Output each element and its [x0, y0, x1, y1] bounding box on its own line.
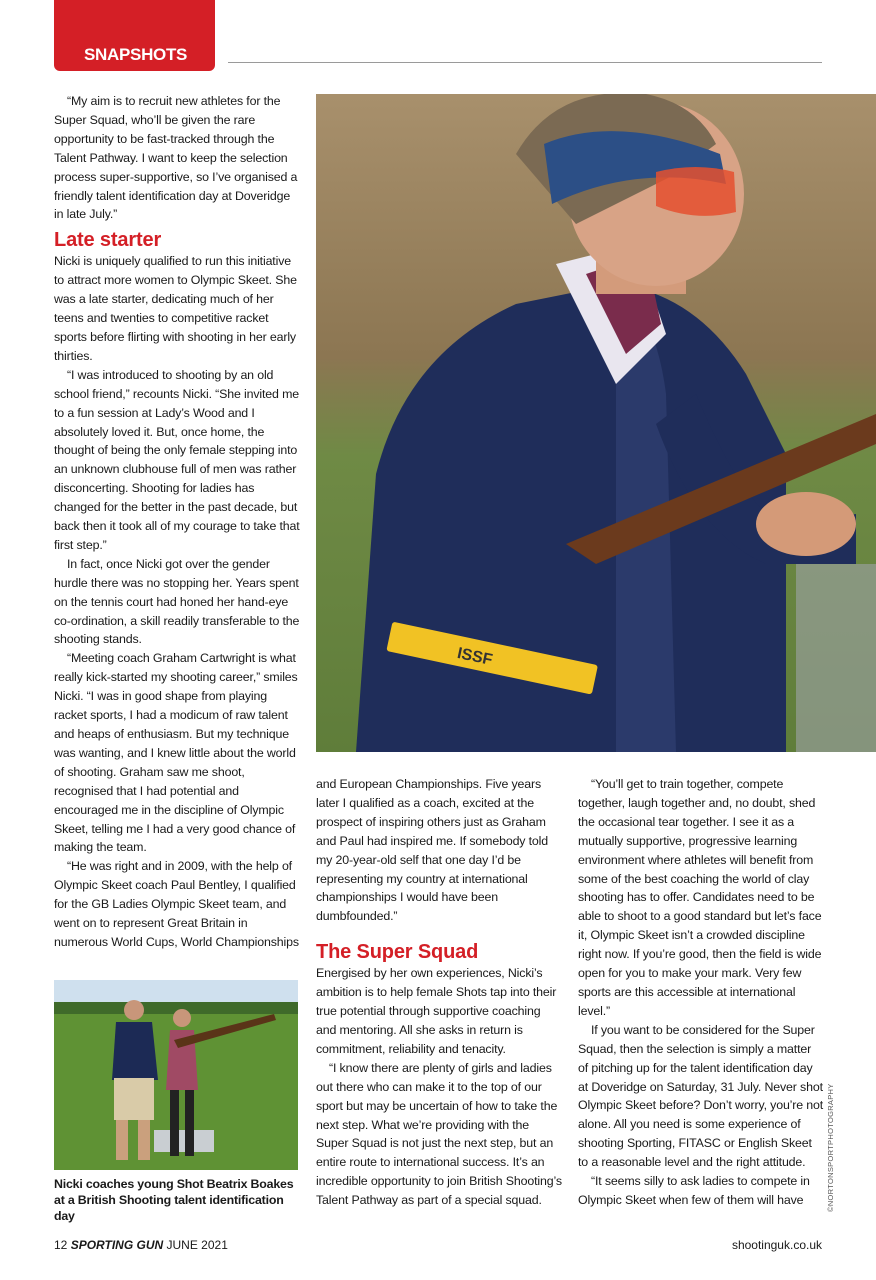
paragraph: Energised by her own experiences, Nicki’s ambition is to help female Shots tap into their true potential through supportive coaching and mentoring. All she asks in return is commitment, reliability and tenacity.: [316, 966, 557, 1056]
footer-left: [54, 1238, 228, 1252]
page-number: 12: [54, 1238, 68, 1252]
magazine-name: SPORTING GUN: [70, 1238, 164, 1252]
column-2: [316, 775, 562, 1210]
header-rule: [228, 62, 822, 63]
section-tab-label: SNAPSHOTS: [84, 45, 188, 64]
paragraph: “It seems silly to ask ladies to compete in Olympic Skeet when few of them will have: [578, 1174, 810, 1207]
paragraph: “I know there are plenty of girls and ladies out there who can make it to the top of our sport but may be uncertain of how to take the next step. What we’re providing with the Super Squad is not just the next step, but an entire route to international success. It’s an incredible opportunity to join British Shooting’s Talent Pathway as part of a special squad.: [316, 1060, 562, 1208]
footer-website: shootinguk.co.uk: [731, 1238, 822, 1252]
coaching-photo: [54, 980, 298, 1170]
section-tab: [54, 0, 215, 71]
main-photo: [316, 94, 876, 752]
paragraph: Nicki is uniquely qualified to run this initiative to attract more women to Olympic Skeet. She was a late starter, dedicating much of her teens and twenties to competitive racket sports before flirting with shooting in her early thirties.: [54, 254, 297, 363]
paragraph: “You’ll get to train together, compete together, laugh together and, no doubt, shed the occasional tear together. I see it as a mutually supportive, progressive learning environment where athletes will benefit from some of the best coaching the world of clay shooting has to offer. Candidates need to be able to shoot to a good standard but let’s face it, Olympic Skeet isn’t a crowded discipline right now. If you’re good, then the field is wide open for you to make your mark. Very few sports are this accessible at international level.”: [578, 777, 822, 1018]
photo-illustration: [316, 94, 876, 752]
paragraph: and European Championships. Five years later I qualified as a coach, excited at the prospect of inspiring others just as Graham and Paul had inspired me. If somebody told my 20-year-old self that one day I’d be representing my country at international championships I would have been dumbfounded.”: [316, 777, 549, 924]
photo-credit: ©NORTONSPORTPHOTOGRAPHY: [826, 1083, 835, 1212]
paragraph: “I was introduced to shooting by an old school friend,” recounts Nicki. “She invited me to a fun session at Lady’s Wood and I absolutely loved it. But, once home, the thought of being the only female stepping into an unknown clubhouse full of men was rather disconcerting. Shooting for ladies has changed for the better in the past decade, but back then it took all of my courage to take that first step.”: [54, 367, 300, 552]
photo-caption: Nicki coaches young Shot Beatrix Boakes at a British Shooting talent identification day: [54, 1177, 294, 1223]
issue-date: JUNE 2021: [166, 1238, 228, 1252]
vest-badge-text: ISSF: [455, 644, 494, 669]
subheading-late-starter: Late starter: [54, 229, 162, 252]
coaching-illustration: [54, 980, 298, 1170]
paragraph: “My aim is to recruit new athletes for the Super Squad, who’ll be given the rare opportunity to be fast-tracked through the Talent Pathway. I want to keep the selection process super-supportive, so I’ve organised a friendly talent identification day at Doveridge in late July.”: [54, 94, 298, 222]
column-1: [54, 92, 300, 952]
subheading-super-squad: The Super Squad: [316, 941, 479, 964]
paragraph: If you want to be considered for the Super Squad, then the selection is simply a matter of pitching up for the talent identification day at Doveridge on Saturday, 31 July. Never shot Olympic Skeet before? Don’t worry, you’re not alone. All you need is some experience of shooting Sporting, FITASC or English Skeet to a reasonable level and the right attitude.: [578, 1022, 824, 1170]
paragraph: “Meeting coach Graham Cartwright is what really kick-started my shooting career,” smiles Nicki. “I was in good shape from playing racket sports, I had a modicum of raw talent and heaps of enthusiasm. But my technique was wanting, and I knew little about the world of shooting. Graham saw me shoot, recognised that I had potential and encouraged me in the discipline of Olympic Skeet, telling me I had a very good chance of making the team.: [54, 651, 298, 855]
paragraph: In fact, once Nicki got over the gender hurdle there was no stopping her. Years spent on the tennis court had honed her hand-eye co-ordination, a skill readily transferable to the shooting stands.: [54, 556, 300, 647]
paragraph: “He was right and in 2009, with the help of Olympic Skeet coach Paul Bentley, I qualified for the GB Ladies Olympic Skeet team, and went on to represent Great Britain in numerous World Cups, World Championships: [54, 859, 299, 949]
column-3: [578, 775, 824, 1210]
